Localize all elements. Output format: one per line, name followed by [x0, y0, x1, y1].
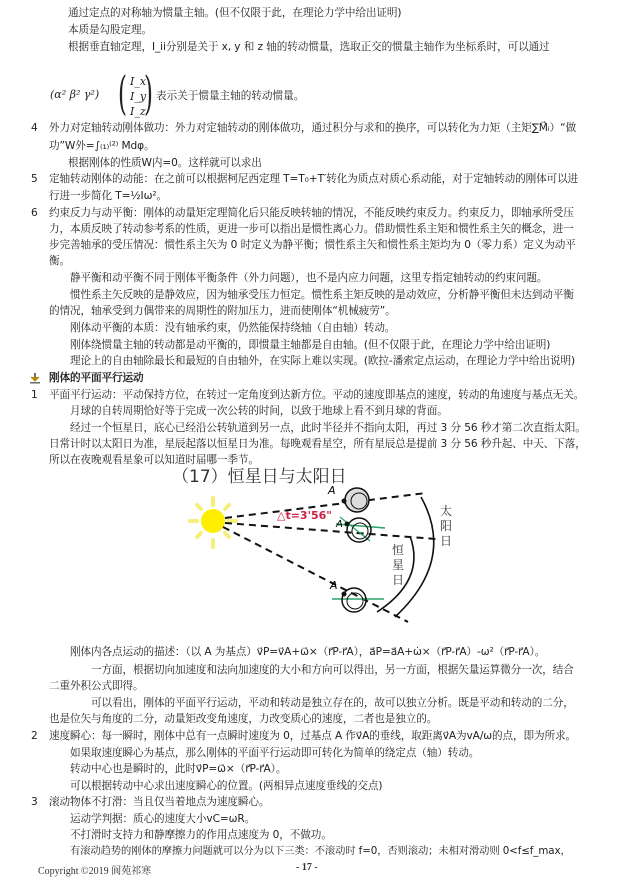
- point-a-label: A: [330, 579, 338, 592]
- paragraph-line: 步完善轴承的受压情况：惯性系主矢为 0 时定义为静平衡；惯性系主矢和惯性系主矩均为 0（零力系）定义为动平: [49, 239, 576, 251]
- paragraph-line: 定轴转动刚体的动能：在之前可以根据柯尼西定理 T=T₀+T′转化为质点对质心系动能，对于定轴转动的刚体可以进: [49, 173, 579, 185]
- paragraph-line: 所以在夜晚观看星象可以知道时届哪一季节。: [49, 454, 259, 466]
- paragraph-line: 刚体内各点运动的描述：（以 A 为基点）v⃗P=v⃗A+ω⃗×（r⃗P-r⃗A），a⃗P=a⃗A+ω̇×（r⃗P-r⃗A）-ω²（r⃗P-r⃗A）。: [70, 646, 546, 658]
- paragraph-line: 刚体动平衡的本质：没有轴承约束，仍然能保持绕轴（自由轴）转动。: [70, 322, 396, 334]
- planet-top: [342, 488, 370, 512]
- paragraph-line: 有滚动趋势的刚体的摩擦力问题就可以分为以下三类：不滚动时 f=0，否则滚动；未相对滑动则 0<f≤f_max，: [70, 845, 571, 857]
- paragraph-line: 月球的自转周期恰好等于完成一次公转的时间，以致于地球上看不到月球的背面。: [70, 405, 448, 417]
- list-number: 3: [31, 796, 38, 808]
- paragraph-line: 衡。: [49, 255, 70, 267]
- paragraph-line: 约束反力与动平衡：刚体的动量矩定理简化后只能反映转轴的情况，不能反映约束反力。约束反力，即轴承所受压: [49, 207, 574, 219]
- point-a-label: A: [336, 519, 343, 530]
- matrix-caption: 表示关于惯量主轴的转动惯量。: [156, 90, 305, 102]
- paragraph-line: 也是位矢与角度的二分，动量矩改变角速度，力改变质心的速度，二者也是独立的。: [49, 713, 438, 725]
- diagram-title: （17）恒星日与太阳日: [172, 467, 347, 487]
- section-heading: 刚体的平面平行运动: [49, 372, 144, 384]
- planet-middle: [336, 517, 385, 542]
- sidereal-solar-day-diagram: [140, 460, 480, 640]
- list-number: 6: [31, 207, 38, 219]
- paragraph-line: 可以看出，刚体的平面平行运动，平动和转动是独立存在的，故可以独立分析。既是平动和转动的二分，: [91, 697, 574, 709]
- paragraph-line: 平面平行运动：平动保持方位，在转过一定角度到达新方位。平动的速度即基点的速度，转动的角速度与基点无关。: [49, 389, 585, 401]
- copyright-footer: Copyright ©2019 阆苑祁寒: [38, 866, 152, 877]
- download-arrow-icon: [29, 372, 41, 384]
- paragraph-line: 理论上的自由轴除最长和最短的自由轴外，在实际上难以实现。(欧拉-潘索定点运动，在理论力学中给出说明): [70, 355, 575, 367]
- paragraph-line: 通过定点的对称轴为惯量主轴。(但不仅限于此，在理论力学中给出证明): [68, 7, 402, 19]
- paragraph-line: 二重外积公式即得。: [49, 680, 144, 692]
- row-vector: (α² β² γ²): [50, 88, 100, 101]
- paragraph-line: 静平衡和动平衡不同于刚体平衡条件（外力问题），也不是内应力问题，这里专指定轴转动的约束问题。: [70, 272, 548, 284]
- paragraph-line: 一方面，根据切向加速度和法向加速度的大小和方向可以得出，另一方面，根据矢量运算微分一次，结合: [91, 664, 574, 676]
- page-number: - 17 -: [296, 862, 318, 873]
- right-paren: ): [144, 66, 153, 120]
- list-number: 1: [31, 389, 38, 401]
- paragraph-line: 力，本质反映了转动参考系的性质，更进一步可以指出是惯性离心力。借助惯性系主矩和惯性系主矢的概念，进一: [49, 223, 574, 235]
- list-number: 4: [31, 122, 38, 134]
- sidereal-day-label: 日: [392, 573, 405, 587]
- list-number: 2: [31, 730, 38, 742]
- paragraph-line: 运动学判据：质心的速度大小vC=ωR。: [70, 813, 256, 825]
- paragraph-line: 的情况，轴承受到力偶带来的周期性的附加压力，进而使刚体“机械疲劳”。: [49, 305, 396, 317]
- list-number: 5: [31, 173, 38, 185]
- paragraph-line: 惯性系主矢反映的是静效应，因为轴承受压力恒定。惯性系主矩反映的是动效应，分析静平衡但未达到动平衡: [70, 289, 574, 301]
- sidereal-day-label: 恒: [392, 543, 405, 557]
- solar-day-label: 太: [440, 504, 453, 518]
- paragraph-line: 外力对定轴转动刚体做功：外力对定轴转动的刚体做功，通过积分与求和的换序，可以转化为力矩（主矩∑M⃗ᵢ）“做: [49, 122, 576, 134]
- paragraph-line: 转动中心也是瞬时的，此时v⃗P=ω⃗×（r⃗P-r⃗A）。: [70, 763, 287, 775]
- left-paren: (: [118, 66, 127, 120]
- solar-day-label: 阳: [440, 519, 453, 533]
- point-a-label: A: [328, 484, 336, 497]
- paragraph-line: 滚动物体不打滑：当且仅当着地点为速度瞬心。: [49, 796, 270, 808]
- column-vector: I_x I_y I_z: [130, 75, 147, 118]
- paragraph-line: 如果取速度瞬心为基点，那么刚体的平面平行运动即可转化为简单的绕定点（轴）转动。: [70, 747, 480, 759]
- paragraph-line: 经过一个恒星日，底心已经沿公转轨道到另一点，此时半径并不指向太阳，再过 3 分 56 秒才第二次直指太阳。: [70, 422, 586, 434]
- paragraph-line: 日常计时以太阳日为准，星辰起落以恒星日为准。每晚观看星空，所有星辰总是提前 3 分 56 秒升起、中天、下落，: [49, 438, 586, 450]
- paragraph-line: 速度瞬心：每一瞬时，刚体中总有一点瞬时速度为 0，过基点 A 作v⃗A的垂线，取距离v⃗A为vA/ω的点，即为所求。: [49, 730, 577, 742]
- paragraph-line: 行进一步简化 T=½Iω²。: [49, 190, 167, 202]
- paragraph-line: 本质是勾股定理。: [68, 24, 152, 36]
- paragraph-line: 根据刚体的性质W内=0。这样就可以求出: [68, 157, 262, 169]
- sidereal-day-label: 星: [392, 558, 405, 572]
- paragraph-line: 功”W外=∫₍₁₎⁽²⁾ Mdφ。: [49, 140, 155, 152]
- paragraph-line: 可以根据转动中心求出速度瞬心的位置。(两相异点速度垂线的交点): [70, 780, 383, 792]
- planet-bottom: [332, 588, 384, 612]
- paragraph-line: 不打滑时支持力和静摩擦力的作用点速度为 0，不做功。: [70, 829, 332, 841]
- paragraph-line: 根据垂直轴定理，I_ii分别是关于 x, y 和 z 轴的转动惯量，选取正交的惯量主轴作为坐标系时，可以通过: [68, 41, 550, 53]
- solar-day-label: 日: [440, 534, 453, 548]
- delta-t-label: △t=3'56": [277, 509, 332, 522]
- paragraph-line: 刚体绕惯量主轴的转动都是动平衡的，即惯量主轴都是自由轴。(但不仅限于此，在理论力学中给出证明): [70, 339, 551, 351]
